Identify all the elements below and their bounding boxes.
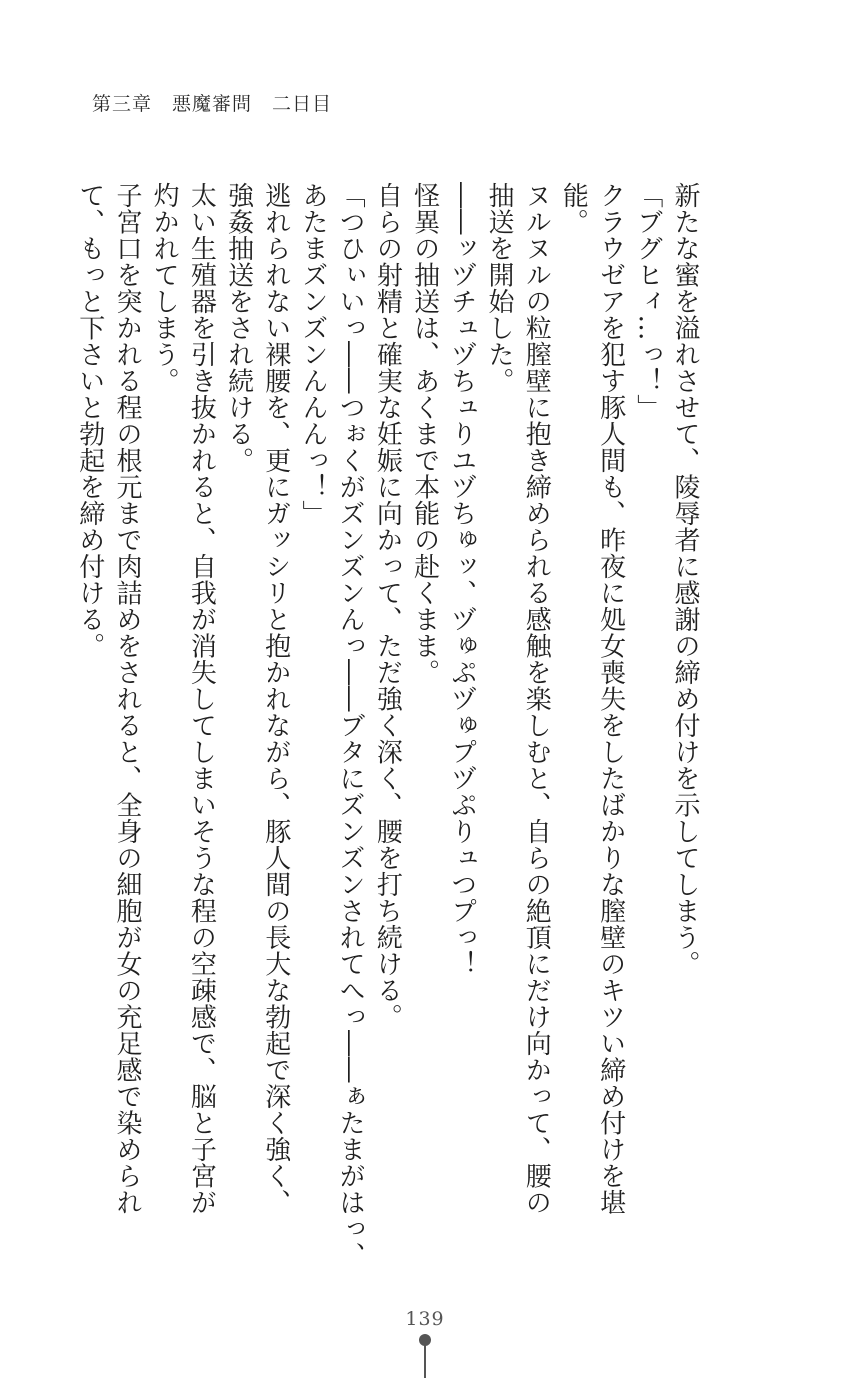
text-line: ヌルヌルの粒膣壁に抱き締められる感触を楽しむと、自らの絶頂にだけ向かって、腰の [521,182,552,1216]
text-line: 強姦抽送をされ続ける。 [223,182,254,474]
page-ornament-icon [419,1334,431,1378]
vertical-body-text [71,182,703,1269]
text-line: 怪異の抽送は、あくまで本能の赴くまま。 [409,182,440,686]
text-line: 太い生殖器を引き抜かれると、自我が消失してしまいそうな程の空疎感で、脳と子宮が [186,182,217,1216]
text-line: あたまズンズンんんんっ！」 [297,182,328,527]
ornament-line [424,1344,426,1378]
text-line: 自らの射精と確実な妊娠に向かって、ただ強く深く、腰を打ち続ける。 [372,182,403,1030]
text-line: 新たな蜜を溢れさせて、陵辱者に感謝の締め付けを示してしまう。 [670,182,700,977]
text-line: 抽送を開始した。 [483,182,514,394]
text-line: 能。 [558,182,589,235]
chapter-header: 第三章 悪魔審問 二日目 [92,93,333,115]
text-line: クラウゼアを犯す豚人間も、昨夜に処女喪失をしたばかりな膣壁のキツい締め付けを堪 [595,182,626,1216]
text-line: 子宮口を突かれる程の根元まで肉詰めをされると、全身の細胞が女の充足感で染められ [111,182,142,1216]
text-line: 逃れられない裸腰を、更にガッシリと抱かれながら、豚人間の長大な勃起で深く強く、 [260,182,291,1216]
text-line: 灼かれてしまう。 [149,182,180,394]
page-number: 139 [405,1308,445,1330]
text-line: て、もっと下さいと勃起を締め付ける。 [74,182,105,659]
text-line: 「つひぃいっ――つぉくがズンズンんっ――ブタにズンズンされてへっ――ぁたまがはっ、 [335,182,366,1269]
text-line: ――ッヅチュヅちュりユヅちゅッ、ヅゅぷヅゅプヅぷりュつプっ！ [446,182,477,977]
text-line: 「ブグヒィ…っ！」 [632,182,663,421]
